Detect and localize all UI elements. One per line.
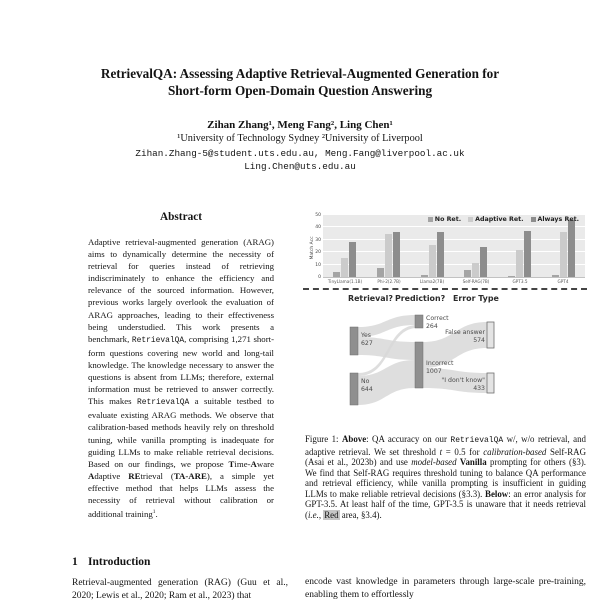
text-run: i.e.	[307, 509, 319, 520]
label-correct: Correct	[426, 315, 449, 322]
value-false-answer: 574	[473, 337, 485, 344]
text-run: .	[155, 508, 158, 519]
text-run: RetrievalQA	[450, 436, 504, 445]
text-run: model-based	[411, 457, 457, 467]
bar-no-ret	[333, 272, 340, 277]
y-axis-tick: 40	[315, 224, 321, 230]
value-correct: 264	[426, 323, 438, 330]
text-run: ime-	[234, 458, 251, 469]
x-axis-tick: TinyLlama(1.1B)	[327, 279, 362, 284]
bar-always-ret	[568, 220, 575, 277]
x-axis-tick: Self-RAG(7B)	[462, 279, 490, 284]
y-axis-tick: 20	[315, 249, 321, 255]
bar-chart-ylabel: Match Acc	[309, 236, 315, 260]
section-title: Introduction	[88, 556, 151, 568]
text-run: TA-ARE	[173, 470, 207, 481]
section-1-heading	[72, 556, 288, 568]
bar-no-ret	[552, 275, 559, 277]
legend-label: No Ret.	[434, 216, 462, 223]
paper-title-line2: Short-form Open-Domain Question Answering	[167, 83, 433, 98]
x-axis-tick: GPT3.5	[512, 279, 527, 284]
x-axis-tick: Phi-2(2.7B)	[376, 279, 401, 284]
sankey-title-error-type: Error Type	[453, 294, 499, 303]
gridline	[323, 226, 585, 227]
text-run: T	[228, 458, 235, 469]
node-correct	[415, 315, 423, 328]
x-axis-tick: GPT4	[557, 279, 569, 284]
gridline	[323, 239, 585, 240]
legend-label: Always Ret.	[537, 216, 579, 223]
text-run: = 0.5 for	[442, 446, 484, 457]
right-column-paragraph: encode vast knowledge in parameters through large-scale pre-training, enabling them to effortlessly	[305, 577, 586, 600]
bar-no-ret	[421, 275, 428, 277]
section-number: 1	[72, 556, 78, 568]
bar-no-ret	[377, 268, 384, 277]
text-run: t	[439, 446, 443, 457]
bar-always-ret	[349, 242, 356, 277]
affiliations-line: ¹University of Technology Sydney ²University of Liverpool	[177, 133, 423, 144]
text-run: : QA accuracy on our	[366, 434, 451, 444]
text-run: RetrievalQA	[131, 335, 185, 345]
node-idk	[487, 373, 494, 393]
label-false-answer: False answer	[445, 329, 485, 336]
text-run: a suitable testbed to evaluate existing ARAG methods. We observe that calibration-based methods heavily rely on threshold tuning, while vanilla prompting is inadequate for guiding LLMs to make reliable retrieval decisions. Based on our findings, we propose	[88, 396, 274, 469]
figure-divider-dashed-line	[303, 288, 587, 290]
text-run: A	[88, 470, 95, 481]
text-run: trieval (	[140, 470, 174, 481]
y-axis-tick: 30	[315, 237, 321, 243]
bar-adaptive-ret	[429, 245, 436, 277]
text-run: ware	[256, 458, 274, 469]
text-run: calibration-based	[483, 446, 547, 457]
bar-chart-plot-area	[323, 215, 585, 278]
bar-no-ret	[464, 270, 471, 277]
text-run: Vanilla	[459, 457, 487, 467]
y-axis-tick: 50	[315, 212, 321, 218]
sankey-title-retrieval: Retrieval?	[348, 294, 393, 303]
authors-line: Zihan Zhang¹, Meng Fang², Ling Chen¹	[207, 119, 393, 131]
node-incorrect	[415, 342, 423, 388]
value-no: 644	[361, 386, 373, 393]
figure1-bar-chart	[305, 206, 585, 290]
text-run: ,	[318, 509, 324, 520]
email-line-2: Ling.Chen@uts.edu.au	[244, 161, 356, 172]
legend-swatch	[468, 217, 473, 222]
text-run: RetrievalQA	[137, 398, 190, 408]
bar-adaptive-ret	[341, 258, 348, 277]
text-run: area, §3.4).	[339, 509, 382, 520]
node-yes	[350, 327, 358, 355]
node-false-answer	[487, 322, 494, 348]
bar-always-ret	[437, 232, 444, 277]
text-run: : an error analysis for GPT-3.5. At least half of the time, GPT-3.5 is unaware that it needs retrieval (	[305, 488, 587, 520]
gridline	[323, 264, 585, 265]
text-run: prompting for others (§3). We find that Self-RAG requires threshold tuning to balance QA performance and retrieval efficiency, while vanilla prompting is insufficient in guiding LLMs to make reliable retrieval decisions (§3.3).	[305, 457, 586, 499]
legend-label: Adaptive Ret.	[475, 216, 524, 223]
label-incorrect: Incorrect	[426, 360, 454, 367]
text-run: Above	[341, 434, 367, 444]
value-incorrect: 1007	[426, 368, 442, 375]
text-run: ), a simple yet effective method that helps LLMs assess the necessity of retrieval without calibration or additional training	[88, 470, 274, 519]
legend-item	[428, 216, 461, 223]
bar-adaptive-ret	[385, 234, 392, 277]
value-idk: 433	[473, 385, 485, 392]
introduction-paragraph: Retrieval-augmented generation (RAG) (Guu et al., 2020; Lewis et al., 2020; Ram et al., 2023) that	[72, 578, 288, 600]
bar-chart-legend	[428, 216, 579, 223]
abstract-heading: Abstract	[159, 211, 203, 223]
text-run: Self-RAG (Asai et al., 2023b) and use	[305, 446, 586, 467]
label-yes: Yes	[361, 332, 371, 339]
abstract-body	[88, 236, 274, 520]
y-axis-tick: 0	[318, 274, 321, 280]
sankey-title-prediction: Prediction?	[395, 294, 446, 303]
text-run: A	[250, 458, 257, 469]
bar-adaptive-ret	[560, 232, 567, 277]
text-run: RE	[128, 470, 141, 481]
text-run: , comprising 1,271 short-form questions covering new world and long-tail knowledge. The knowledge necessary to answer the questions is absent from LLMs; therefore, external information must be retrieved to answer correctly. This makes	[88, 333, 274, 407]
gridline	[323, 214, 585, 215]
text-run: daptive	[94, 470, 129, 481]
figure1-caption	[305, 434, 586, 520]
paper-title-line1: RetrievalQA: Assessing Adaptive Retrieval-Augmented Generation for	[100, 66, 500, 81]
legend-item	[531, 216, 579, 223]
sankey-diagram	[305, 306, 585, 414]
paper-title	[55, 65, 545, 99]
text-run: Red	[324, 509, 339, 520]
text-run: w/, w/o retrieval, and adaptive retrieval. We set threshold	[305, 434, 586, 457]
legend-swatch	[531, 217, 536, 222]
label-no: No	[361, 378, 370, 385]
bar-adaptive-ret	[516, 250, 523, 277]
legend-swatch	[428, 217, 433, 222]
text-run: 1	[152, 509, 156, 516]
value-yes: 627	[361, 340, 373, 347]
text-run: Below	[485, 488, 509, 499]
y-axis-tick: 10	[315, 262, 321, 268]
bar-always-ret	[393, 232, 400, 277]
gridline	[323, 251, 585, 252]
x-axis-tick: Llama2(7B)	[420, 279, 445, 284]
bar-always-ret	[524, 231, 531, 277]
bar-always-ret	[480, 247, 487, 277]
legend-item	[468, 216, 523, 223]
text-run: Figure 1:	[305, 434, 342, 444]
bar-no-ret	[508, 276, 515, 277]
sankey-column-titles	[305, 294, 585, 305]
text-run: Adaptive retrieval-augmented generation (ARAG) aims to dynamically determine the necessity of retrieval for queries instead of retrieving indiscriminately to enhance the efficiency and relevance of the sourced information. However, previous works largely overlook the evaluation of ARAG approaches, leading to their effectiveness being understudied. This work presents a benchmark,	[88, 237, 274, 344]
node-no	[350, 373, 358, 405]
label-idk: "I don't know"	[441, 377, 485, 384]
bar-adaptive-ret	[472, 263, 479, 277]
email-line-1: Zihan.Zhang-5@student.uts.edu.au, Meng.Fang@liverpool.ac.uk	[135, 148, 465, 159]
